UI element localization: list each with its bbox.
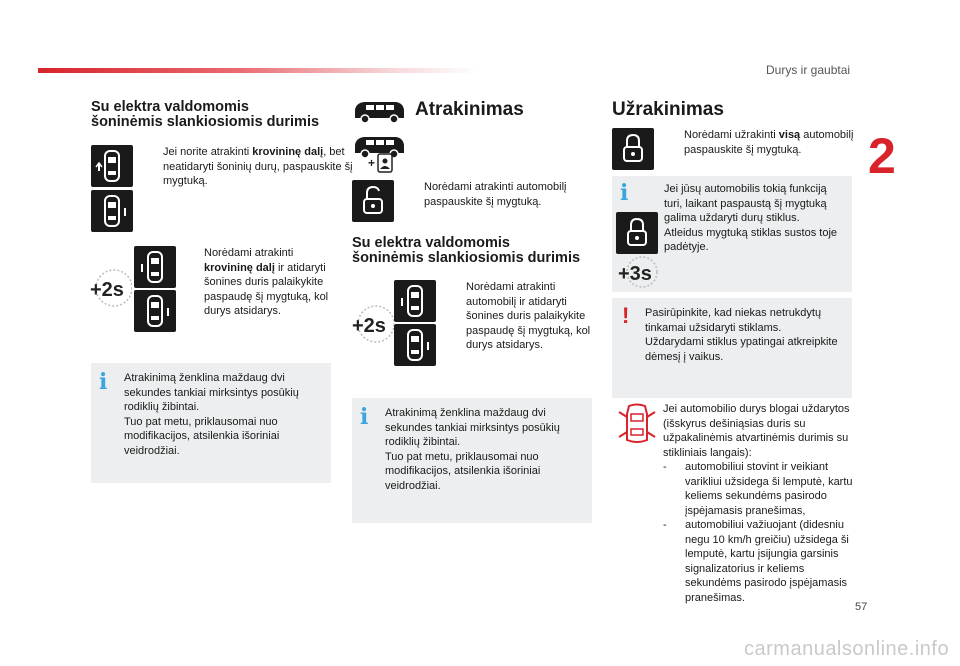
sliding-door-key-button bbox=[91, 145, 133, 187]
col3-title: Užrakinimas bbox=[612, 99, 724, 120]
warning-icon: ! bbox=[622, 303, 630, 328]
sliding-door-key-button-4 bbox=[134, 290, 176, 332]
col2-info-text: Atrakinimą ženklina maždaug dvi sekundes tankiai mirksintys posūkių rodiklių žibintai. Tuo pat metu, priklausomai nuo modifikacijos, atsilenkia išoriniai veidrodžiai. bbox=[385, 407, 560, 492]
col3-warning-box bbox=[612, 298, 852, 398]
sliding-door-key-button-6 bbox=[394, 324, 436, 366]
col2-subtitle: Su elektra valdomomis šoninėmis slankiosiomis durimis bbox=[352, 235, 581, 266]
col2-item1: Norėdami atrakinti automobilį paspauskite šį mygtuką. bbox=[424, 181, 567, 208]
watermark: carmanualsonline.info bbox=[744, 638, 950, 660]
door-open-warning-icon bbox=[614, 402, 660, 446]
sliding-door-right-icon bbox=[394, 324, 436, 366]
timer-2s-icon bbox=[350, 302, 394, 346]
chapter-number: 2 bbox=[868, 128, 896, 184]
svg-text:+2s: +2s bbox=[352, 315, 386, 337]
sliding-door-key-button-5 bbox=[394, 280, 436, 322]
sliding-door-right-icon bbox=[91, 190, 133, 232]
unlock-key-button bbox=[352, 180, 394, 222]
col1-title: Su elektra valdomomis šoninėmis slankiosiomis durimis bbox=[91, 99, 320, 130]
col3-door-text: Jei automobilio durys blogai uždarytos (išskyrus dešiniąsias duris su užpakalinėmis atvartinėmis durimis su stikliniais langais): - automobiliui stovint ir veikiant varikliui užsidega ši lemputė, kartu keliems sekundėms pasirodo įspėjamasis pranešimas, - automobiliui važiuojant (didesniu negu 10 km/h greičiu) užsidega ši lemputė, kartu įsijungia garsinis signalizatorius ir keliems sekundėms pasirodo įspėjamasis pranešimas. bbox=[663, 403, 853, 604]
col3-info-text: Jei jūsų automobilis tokią funkciją turi, laikant paspaustą šį mygtuką galima uždaryti durų stiklus. Atleidus mygtuką stiklas sustos toje padėtyje. bbox=[664, 183, 838, 253]
info-icon: i bbox=[620, 180, 629, 206]
unlock-padlock-icon bbox=[352, 180, 394, 222]
svg-text:+2s: +2s bbox=[90, 279, 124, 301]
sliding-door-left-icon bbox=[91, 145, 133, 187]
lock-key-button bbox=[612, 128, 654, 170]
page-number: 57 bbox=[855, 601, 868, 613]
svg-text:+: + bbox=[368, 156, 376, 170]
info-icon: i bbox=[99, 369, 108, 395]
sliding-door-left-icon bbox=[134, 246, 176, 288]
col3-item1: Norėdami užrakinti visą automobilį paspauskite šį mygtuką. bbox=[684, 129, 854, 156]
col1-info-text: Atrakinimą ženklina maždaug dvi sekundes tankiai mirksintys posūkių rodiklių žibintai. Tuo pat metu, priklausomai nuo modifikacijos, atsilenkia išoriniai veidrodžiai. bbox=[124, 372, 299, 457]
col1-item1: Jei norite atrakinti krovininę dalį, bet neatidaryti šoninių durų, paspauskite šį mygtuką. bbox=[163, 146, 353, 187]
col2-info-box bbox=[352, 398, 592, 523]
list-item: - automobiliui važiuojant (didesniu negu 10 km/h greičiu) užsidega ši lemputė, kartu įsijungia garsinis signalizatorius ir keliems sekundėms pasirodo įspėjamasis pranešimas. bbox=[663, 519, 849, 604]
van-icon bbox=[352, 98, 406, 124]
plus-door-icon bbox=[368, 152, 396, 174]
header-accent-bar bbox=[38, 68, 478, 73]
list-item: - automobiliui stovint ir veikiant varikliui užsidega ši lemputė, kartu keliems sekundėms pasirodo įspėjamasis pranešimas, bbox=[663, 461, 853, 517]
section-title: Durys ir gaubtai bbox=[766, 63, 851, 77]
lock-padlock-icon bbox=[612, 128, 654, 170]
col1-item2: Norėdami atrakinti krovininę dalį ir atidaryti šonines duris palaikykite paspaudę šį mygtuką, kol durys atsidarys. bbox=[204, 247, 329, 317]
timer-3s-icon bbox=[616, 254, 660, 290]
col3-dash-list bbox=[663, 460, 853, 605]
timer-2s-icon bbox=[88, 266, 132, 310]
sliding-door-left-icon bbox=[394, 280, 436, 322]
sliding-door-key-button-3 bbox=[134, 246, 176, 288]
sliding-door-key-button-2 bbox=[91, 190, 133, 232]
col3-warning-text: Pasirūpinkite, kad niekas netrukdytų tinkamai užsidaryti stiklams. Uždarydami stiklus ypatingai atkreipkite dėmesį į vaikus. bbox=[645, 307, 838, 363]
col3-info-box bbox=[612, 176, 852, 292]
lock-padlock-icon bbox=[616, 212, 658, 254]
svg-text:+3s: +3s bbox=[618, 263, 652, 285]
col2-item2: Norėdami atrakinti automobilį ir atidaryti šonines duris palaikykite paspaudę šį mygtuką, kol durys atsidarys. bbox=[466, 281, 591, 351]
lock-key-button-2 bbox=[616, 212, 658, 254]
col1-info-box bbox=[91, 363, 331, 483]
col2-title: Atrakinimas bbox=[415, 99, 524, 120]
info-icon: i bbox=[360, 404, 369, 430]
sliding-door-right-icon bbox=[134, 290, 176, 332]
